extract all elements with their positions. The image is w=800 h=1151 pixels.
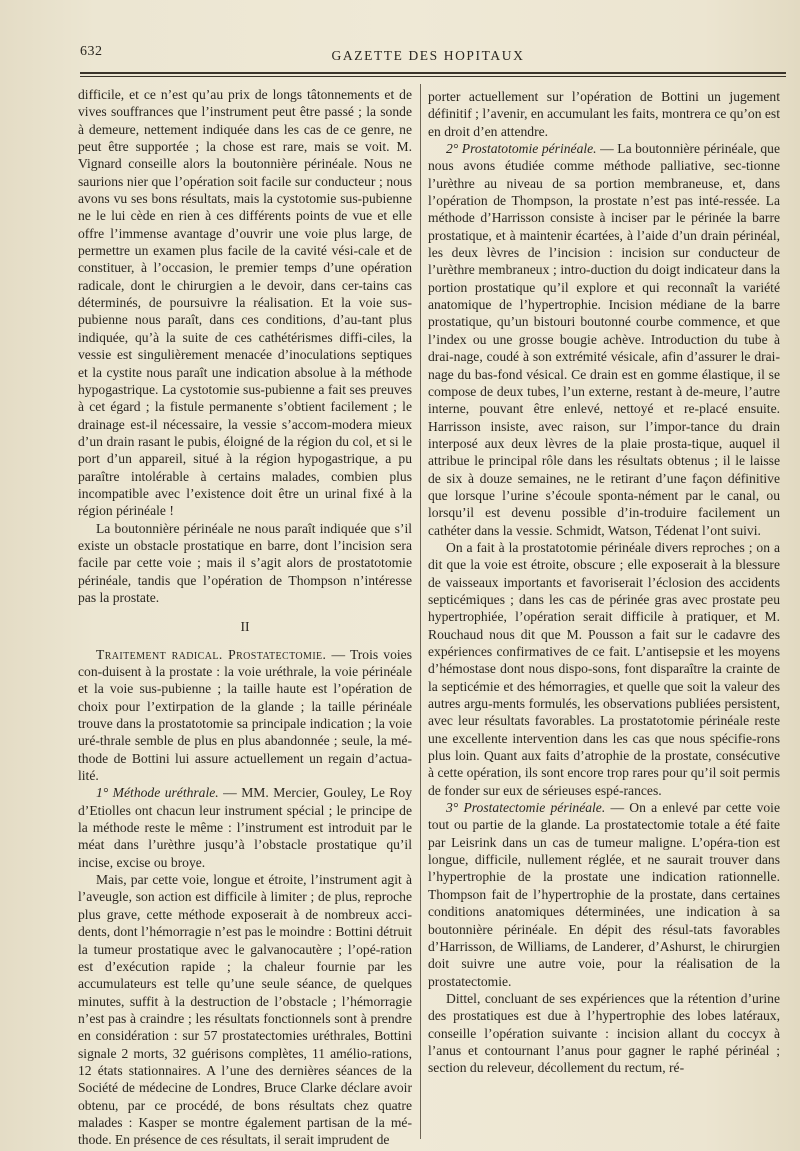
paragraph [78,784,412,871]
paragraph [428,799,780,990]
subsection-heading: 3° Prostatectomie périnéale. [446,800,606,816]
column-separator [420,84,421,1139]
header-rule [80,72,786,74]
paragraph-text: — MM. Mercier, Gouley, Le Roy d’Etiolles ont chacun leur instrument spécial ; le principe de la méthode reste le même : l’instrument est introduit par le méat dans l’urèthre jusqu’à l’obstacle prostatique qu’il incise, excise ou broye. [78,785,412,870]
section-heading: Traitement radical. Prostatectomie. [96,646,327,662]
paragraph-text: — Trois voies con-duisent à la prostate : la voie uréthrale, la voie périnéale et la voie sus-pubienne ; la taille haute est l’opération de choix pour l’extirpation de la glande ; la taille périnéale trouve dans la prostatotomie sa principale indication ; la voie uré-thrale semble de plus en plus abandonnée ; seule, la mé-thode de Bottini lui assure actuellement un regain d’actua-lité. [78,646,412,784]
paragraph: Dittel, concluant de ses expériences que la rétention d’urine des prostatiques est due à l’hypertrophie des lobes latéraux, conseille l’opération suivante : incision allant du coccyx à l’anus et contournant l’anus pour gagner le raphé périnéal ; section du releveur, décollement du rectum, ré- [428,990,780,1076]
header-rule-thin [80,76,786,77]
paragraph: On a fait à la prostatotomie périnéale divers reproches ; on a dit que la voie est étroite, obscure ; elle exposerait à la blessure de vaisseaux importants et favoriserait l’éclosion des accidents septicémiques ; dans les cas de périnée gras avec prostate peu hypertrophiée, l’opération serait difficile à pratiquer, et M. Rouchaud nous dit que M. Pousson a fait sur le cadavre des expériences confirmatives de ce fait. L’antisepsie et les moyens d’hémostase dont nous dispo-sons, font disparaître la crainte de la septicémie et des hémorragies, et quelle que soit la valeur des autres argu-ments formulés, les observations publiées persistent, avec leur résultats favorables. La prostatotomie périnéale reste une excellente intervention dans les cas que nous spécifie-rons plus loin. Quant aux faits d’atrophie de la prostate, consécutive à cette opération, ils sont encore trop rares pour qu’il soit permis de fonder sur eux de sérieuses espé-rances. [428,539,780,798]
left-column [78,86,412,1149]
page-number: 632 [80,44,103,59]
paragraph-text: — On a enlevé par cette voie tout ou partie de la glande. La prostatectomie totale a été faite par Leisrink dans un cas de tumeur maligne. L’opéra-tion est longue, difficile, nullement réglée, et ne saurait trouver dans l’hypertrophie de la prostate une indication rationnelle. Thompson fait de l’hypertrophie de la prostate, dans certaines conditions anatomiques déterminées, une indication à sa boutonnière périnéale. En dépit des résul-tats favorables d’Harrisson, de Williams, de Landerer, d’Ashurst, le chirurgien doit suivre une autre voie, pour la réalisation de la prostatectomie. [428,800,780,989]
paragraph: La boutonnière périnéale ne nous paraît indiquée que s’il existe un obstacle prostatique en barre, dont l’incision sera facile par cette voie ; mais il s’agit alors de prostatotomie périnéale, tandis que l’opération de Thompson n’intéresse pas la prostate. [78,520,412,605]
paragraph: porter actuellement sur l’opération de Bottini un jugement définitif ; l’avenir, en accumulant les faits, montrera ce qu’on est en droit d’en attendre. [428,89,781,139]
paragraph [78,646,412,785]
subsection-heading: 2° Prostatotomie périnéale. [446,141,597,157]
paragraph: Mais, par cette voie, longue et étroite, l’instrument agit à l’aveugle, son action est difficile à limiter ; de plus, reproche plus grave, cette méthode exposerait à de nombreux acci-dents, dont l’hémorragie n’est pas le moindre : Bottini détruit la tumeur prostatique avec le galvanocautère ; l’opé-ration est d’exécution rapide ; la chaleur fournie par les accumulateurs est telle qu’une seule séance, de quelques minutes, suffit à la destruction de l’obstacle ; l’hémorragie n’est pas à craindre ; les résultats fonctionnels sont à prendre en considération : sur 57 prostatectomies uréthrales, Bottini signale 2 morts, 32 guérisons complètes, 11 amélio-rations, 12 états stationnaires. A l’une des dernières séances de la Société de médecine de Londres, Bruce Clarke déclare avoir obtenu, par ce procédé, de bons résultats chez quatre malades : Kasper se montre également partisan de la mé-thode. En présence de ces résultats, il serait imprudent de [78,872,412,1148]
section-number: II [240,619,250,635]
page-header [70,40,786,70]
paragraph-text: — La boutonnière périnéale, que nous avons étudiée comme méthode palliative, sec-tionne l’urèthre au niveau de sa portion membraneuse, et, dans l’opération de Thompson, la prostate n’est pas inté-ressée. La méthode d’Harrisson consiste à inciser par le périnée la barre prostatique, et à maintenir écartées, à l’aide d’un drain périnéal, les deux lèvres de l’incision : incision sur conducteur de l’urèthre membraneux ; intro-duction du doigt indicateur dans la portion prostatique qu’il explore et qui reconnaît la variété anatomique de l’hypertrophie. Incision médiane de la barre prostatique, qu’un bistouri boutonné courbe commence, et que l’index ou une grosse bougie achève. Introduction du tube à drai-nage, coudé à son extrémité vésicale, afin d’assurer le drai-nage du bas-fond vésical. Ce drain est en gomme élastique, il se compose de deux tubes, l’un externe, restant à de-meure, l’autre interne, pouvant être enlevé, nettoyé et re-placé ensuite. Harrisson insiste, avec raison, sur l’impor-tance du drain interposé aux deux lèvres de la plaie prosta-tique, auquel il attribue le principal rôle dans les résultats obtenus ; il le laisse de six à douze semaines, ne le retirant d’une façon définitive que lorsque l’urine s’écoule sponta-nément par le canal, ou lorsqu’il est devenu possible d’in-troduire facilement un cathéter dans la vessie. Schmidt, Watson, Tédenat l’ont suivi. [428,141,780,538]
subsection-heading: 1° Méthode uréthrale. [96,785,219,801]
running-title: GAZETTE DES HOPITAUX [331,48,525,63]
paragraph: difficile, et ce n’est qu’au prix de longs tâtonnements et de vives souffrances que l’instrument peut être passé ; la sonde à demeure, nettement indiquée dans les cas de ce genre, ne peut être supportée ; la chose est rare, mais se voit. M. Vignard conseille alors la boutonnière périnéale. Nous ne saurions nier que l’opération soit facile sur conducteur ; nous avons vu ses bons résultats, mais la cystotomie sus-pubienne ne le lui cède en rien à ces différents points de vue et elle offre l’immense avantage d’ouvrir une voie plus large, de permettre un examen plus facile de la cavité vési-cale et de constituer, à l’occasion, le premier temps d’une opération radicale, dont le chirurgien a le devoir, dans cer-tains cas déterminés, de poursuivre la réalisation. Et la voie sus-pubienne nous paraît, dans ces conditions, d’au-tant plus indiquée, qu’à la suite de ces cathétérismes diffi-ciles, la vessie est singulièrement menacée d’inoculations septiques et la cystite nous paraît une indication absolue à la méthode hypogastrique. La cystotomie sus-pubienne a fait ses preuves à cet égard ; la fistule permanente s’obtient facilement ; le drainage est-il nécessaire, la vessie s’accom-modera mieux d’un drain rasant le pubis, éloigné de la région du col, et si le port d’un appareil, situé à la région hypogastrique, a pu paraître intolérable à certains malades, combien plus incompatible avec l’existence doit être un urinal fixé à la région périnéale ! [78,87,412,519]
paragraph [428,140,780,539]
right-column [428,88,780,1077]
